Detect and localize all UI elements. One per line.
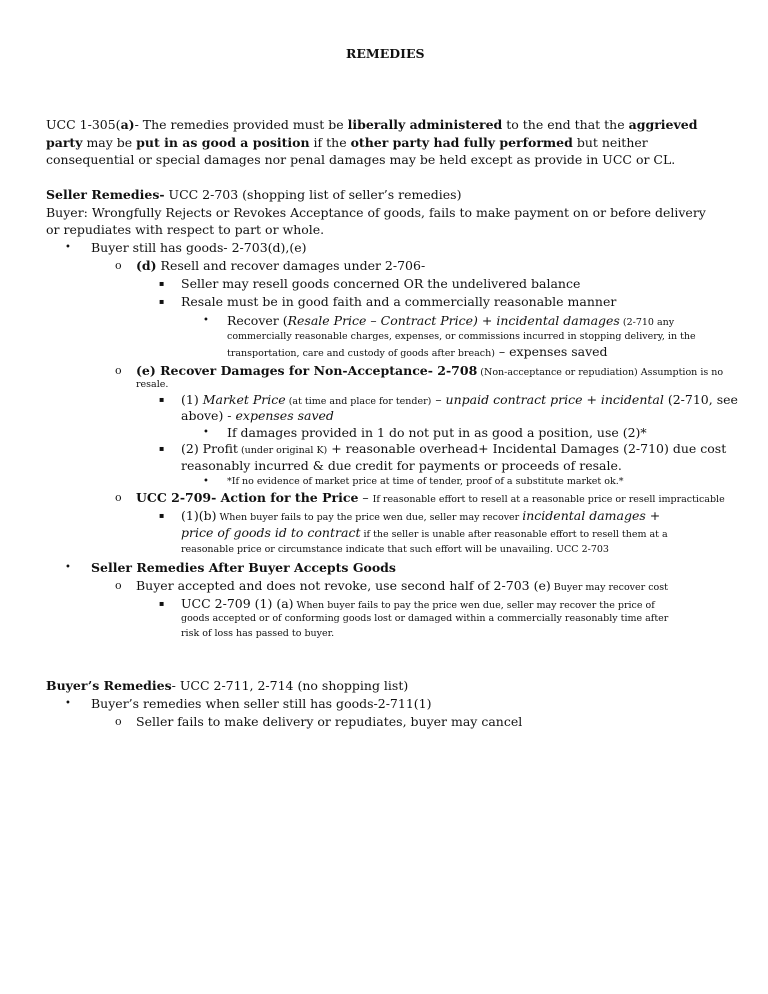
list-item: *If no evidence of market price at time of tender, proof of a substitute market ok.* — [227, 476, 624, 487]
text-span: but neither — [572, 135, 648, 150]
buyer-remedies-heading — [46, 678, 408, 694]
text-span: Recover ( — [227, 313, 288, 328]
page-title: REMEDIES — [346, 46, 425, 61]
list-item-continuation: commercially reasonable charges, expenses, or commissions incurred in stopping delivery, in the — [227, 331, 696, 342]
list-item: Buyer’s remedies when seller still has goods-2-711(1) — [91, 696, 432, 711]
text-span: UCC 2-709- Action for the Price — [136, 490, 359, 505]
text-span: (Non-acceptance or repudiation) Assumption is no — [477, 367, 724, 378]
text-span: If reasonable effort to resell at a reasonable price or resell impracticable — [372, 494, 725, 505]
list-item: Buyer still has goods- 2-703(d),(e) — [91, 240, 307, 255]
text-span: (d) — [136, 258, 157, 273]
bullet-disc-icon: • — [203, 315, 209, 326]
bullet-square-icon: ▪ — [159, 297, 165, 306]
text-span: may be — [82, 135, 137, 150]
section-heading: Seller Remedies After Buyer Accepts Goods — [91, 560, 396, 575]
text-span: Buyer’s Remedies — [46, 678, 172, 693]
text-span: UCC 2-703 (shopping list of seller’s remedies) — [164, 187, 462, 202]
intro-line-2 — [46, 135, 648, 151]
text-span: Resell and recover damages under 2-706- — [156, 258, 426, 273]
text-span: Market Price — [202, 392, 286, 407]
bullet-square-icon: ▪ — [159, 395, 165, 404]
list-item — [181, 508, 660, 526]
list-item — [181, 441, 726, 459]
text-span: a) — [120, 117, 135, 132]
buyer-breach-line-1: Buyer: Wrongfully Rejects or Revokes Acceptance of goods, fails to make payment on or before delivery — [46, 205, 706, 220]
bullet-disc-icon: • — [65, 242, 71, 253]
bullet-circle-icon: o — [115, 364, 122, 377]
text-span: – unpaid contract price + incidental — [431, 392, 664, 407]
text-span: if the — [309, 135, 351, 150]
text-span: (e) Recover Damages for Non-Acceptance- 2-708 — [136, 363, 478, 378]
text-span: - UCC 2-711, 2-714 (no shopping list) — [171, 678, 409, 693]
seller-remedies-heading — [46, 187, 461, 203]
buyer-breach-line-2: or repudiates with respect to part or whole. — [46, 222, 325, 237]
text-span: (2) Profit — [181, 441, 238, 456]
list-item-continuation: goods accepted or of conforming goods lost or damaged within a commercially reasonably time after — [181, 613, 669, 624]
text-span: – — [358, 490, 373, 505]
bullet-circle-icon: o — [115, 715, 122, 728]
bullet-square-icon: ▪ — [159, 279, 165, 288]
text-span: Seller Remedies- — [46, 187, 165, 202]
text-span: When buyer fails to pay the price wen due, seller may recover the price of — [293, 600, 655, 611]
text-span: + reasonable overhead+ Incidental Damages (2-710) due cost — [327, 441, 727, 456]
list-item-continuation — [181, 408, 334, 424]
list-item-continuation — [227, 344, 608, 362]
text-span: transportation, care and custody of goods after breach) — [227, 348, 495, 359]
text-span: - The remedies provided must be — [134, 117, 348, 132]
list-item — [136, 363, 723, 381]
text-span: aggrieved — [628, 117, 698, 132]
text-span: Buyer accepted and does not revoke, use second half of 2-703 (e) — [136, 578, 551, 593]
bullet-disc-icon: • — [65, 698, 71, 709]
list-item: Resale must be in good faith and a commercially reasonable manner — [181, 294, 617, 309]
text-span: – expenses saved — [494, 344, 608, 359]
list-item — [136, 490, 725, 508]
text-span: price of goods id to contract — [181, 525, 361, 540]
text-span: (1)(b) — [181, 508, 217, 523]
text-span: if the seller is unable after reasonable effort to resell them at a — [360, 529, 668, 540]
list-item-continuation — [181, 525, 668, 543]
bullet-circle-icon: o — [115, 259, 122, 272]
text-span: Buyer may recover cost — [550, 582, 668, 593]
text-span: (at time and place for tender) — [285, 396, 432, 407]
text-span: (1) — [181, 392, 203, 407]
bullet-square-icon: ▪ — [159, 599, 165, 608]
text-span: Resale Price – Contract Price) + incidental damages — [287, 313, 620, 328]
intro-line-3: consequential or special damages nor penal damages may be held except as provide in UCC or CL. — [46, 152, 676, 167]
text-span: above) — [181, 408, 224, 423]
intro-line-1 — [46, 117, 697, 133]
bullet-square-icon: ▪ — [159, 444, 165, 453]
list-item: If damages provided in 1 do not put in as good a position, use (2)* — [227, 425, 647, 440]
list-item-continuation: reasonably incurred & due credit for payments or proceeds of resale. — [181, 458, 622, 473]
list-item-continuation: resale. — [136, 379, 169, 390]
list-item: Seller may resell goods concerned OR the undelivered balance — [181, 276, 581, 291]
text-span: UCC 1-305( — [46, 117, 121, 132]
text-span: (under original K) — [237, 445, 328, 456]
bullet-circle-icon: o — [115, 491, 122, 504]
bullet-disc-icon: • — [203, 476, 209, 487]
list-item — [136, 578, 668, 596]
bullet-disc-icon: • — [203, 427, 209, 438]
text-span: liberally administered — [347, 117, 503, 132]
list-item: Seller fails to make delivery or repudiates, buyer may cancel — [136, 714, 523, 729]
list-item — [136, 258, 425, 274]
text-span: When buyer fails to pay the price wen due, seller may recover — [216, 512, 523, 523]
bullet-circle-icon: o — [115, 579, 122, 592]
text-span: other party had fully performed — [350, 135, 573, 150]
bullet-disc-icon: • — [65, 562, 71, 573]
list-item-continuation: risk of loss has passed to buyer. — [181, 628, 335, 639]
text-span: - expenses saved — [223, 408, 334, 423]
text-span: (2-710 any — [619, 317, 675, 328]
text-span: UCC 2-709 (1) (a) — [181, 596, 294, 611]
list-item-continuation: reasonable price or circumstance indicate that such effort will be unavailing. UCC 2-703 — [181, 544, 609, 555]
text-span: incidental damages + — [522, 508, 661, 523]
text-span: (2-710, see — [663, 392, 738, 407]
text-span: to the end that the — [502, 117, 629, 132]
text-span: put in as good a position — [136, 135, 310, 150]
bullet-square-icon: ▪ — [159, 511, 165, 520]
text-span: party — [46, 135, 83, 150]
